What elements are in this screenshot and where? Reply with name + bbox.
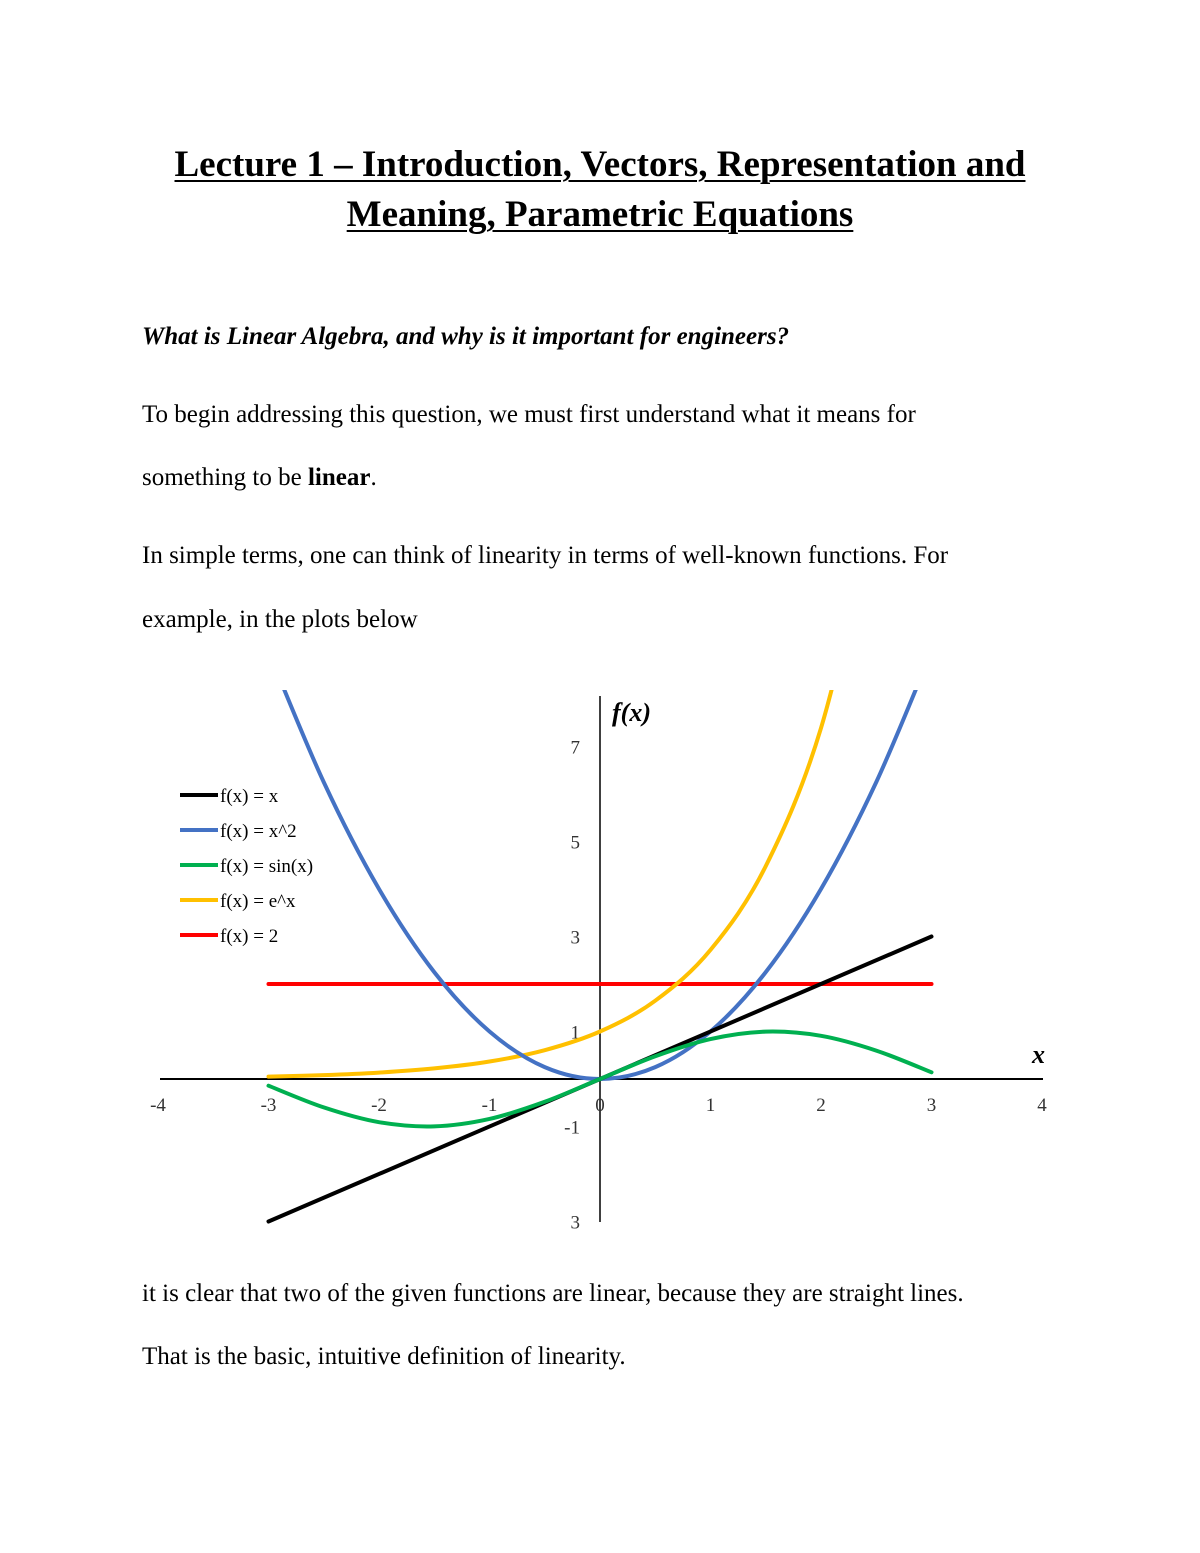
x-tick-label: 4	[1037, 1095, 1047, 1116]
functions-chart	[150, 690, 1060, 1235]
legend-label: f(x) = x^2	[220, 821, 297, 842]
y-tick-label: -1	[564, 1117, 580, 1139]
legend-label: f(x) = x	[220, 786, 279, 807]
y-axis-title: f(x)	[612, 698, 651, 727]
x-tick-label: 3	[926, 1095, 937, 1116]
paragraph-2-line-2: example, in the plots below	[142, 606, 418, 633]
x-tick-label: 0	[595, 1095, 605, 1116]
y-tick-label: 3	[570, 1212, 580, 1234]
legend-label: f(x) = sin(x)	[220, 856, 314, 877]
x-axis-title: x	[1032, 1040, 1045, 1069]
title-line-2: Meaning, Parametric Equations	[346, 194, 854, 235]
paragraph-3-line-2: That is the basic, intuitive definition of linearity.	[142, 1343, 626, 1370]
paragraph-1-line-2	[142, 463, 377, 493]
paragraph-3-line-1: it is clear that two of the given functions are linear, because they are straight lines.	[142, 1280, 964, 1307]
linear-term: linear	[307, 464, 371, 491]
y-tick-label: 3	[570, 927, 580, 949]
legend-label: f(x) = 2	[220, 926, 279, 947]
paragraph-2-line-1: In simple terms, one can think of linearity in terms of well-known functions. For	[142, 542, 949, 569]
y-tick-label: 7	[570, 737, 580, 759]
paragraph-1-line-1: To begin addressing this question, we must first understand what it means for	[142, 401, 916, 428]
y-tick-label: 1	[570, 1022, 580, 1044]
y-tick-label: 5	[570, 832, 580, 854]
legend-label: f(x) = e^x	[220, 891, 296, 912]
p1-text-post: .	[370, 464, 377, 491]
p1-text-pre: something to be	[142, 464, 308, 491]
x-tick-label: -3	[260, 1095, 277, 1116]
section-question: What is Linear Algebra, and why is it important for engineers?	[142, 323, 790, 350]
x-tick-label: -1	[481, 1095, 498, 1116]
x-tick-label: -4	[150, 1095, 166, 1116]
x-tick-label: 2	[816, 1095, 826, 1116]
document-title	[0, 140, 1200, 240]
x-tick-label: -2	[371, 1095, 387, 1116]
title-line-1: Lecture 1 – Introduction, Vectors, Representation and	[174, 144, 1026, 185]
x-tick-label: 1	[705, 1095, 716, 1116]
